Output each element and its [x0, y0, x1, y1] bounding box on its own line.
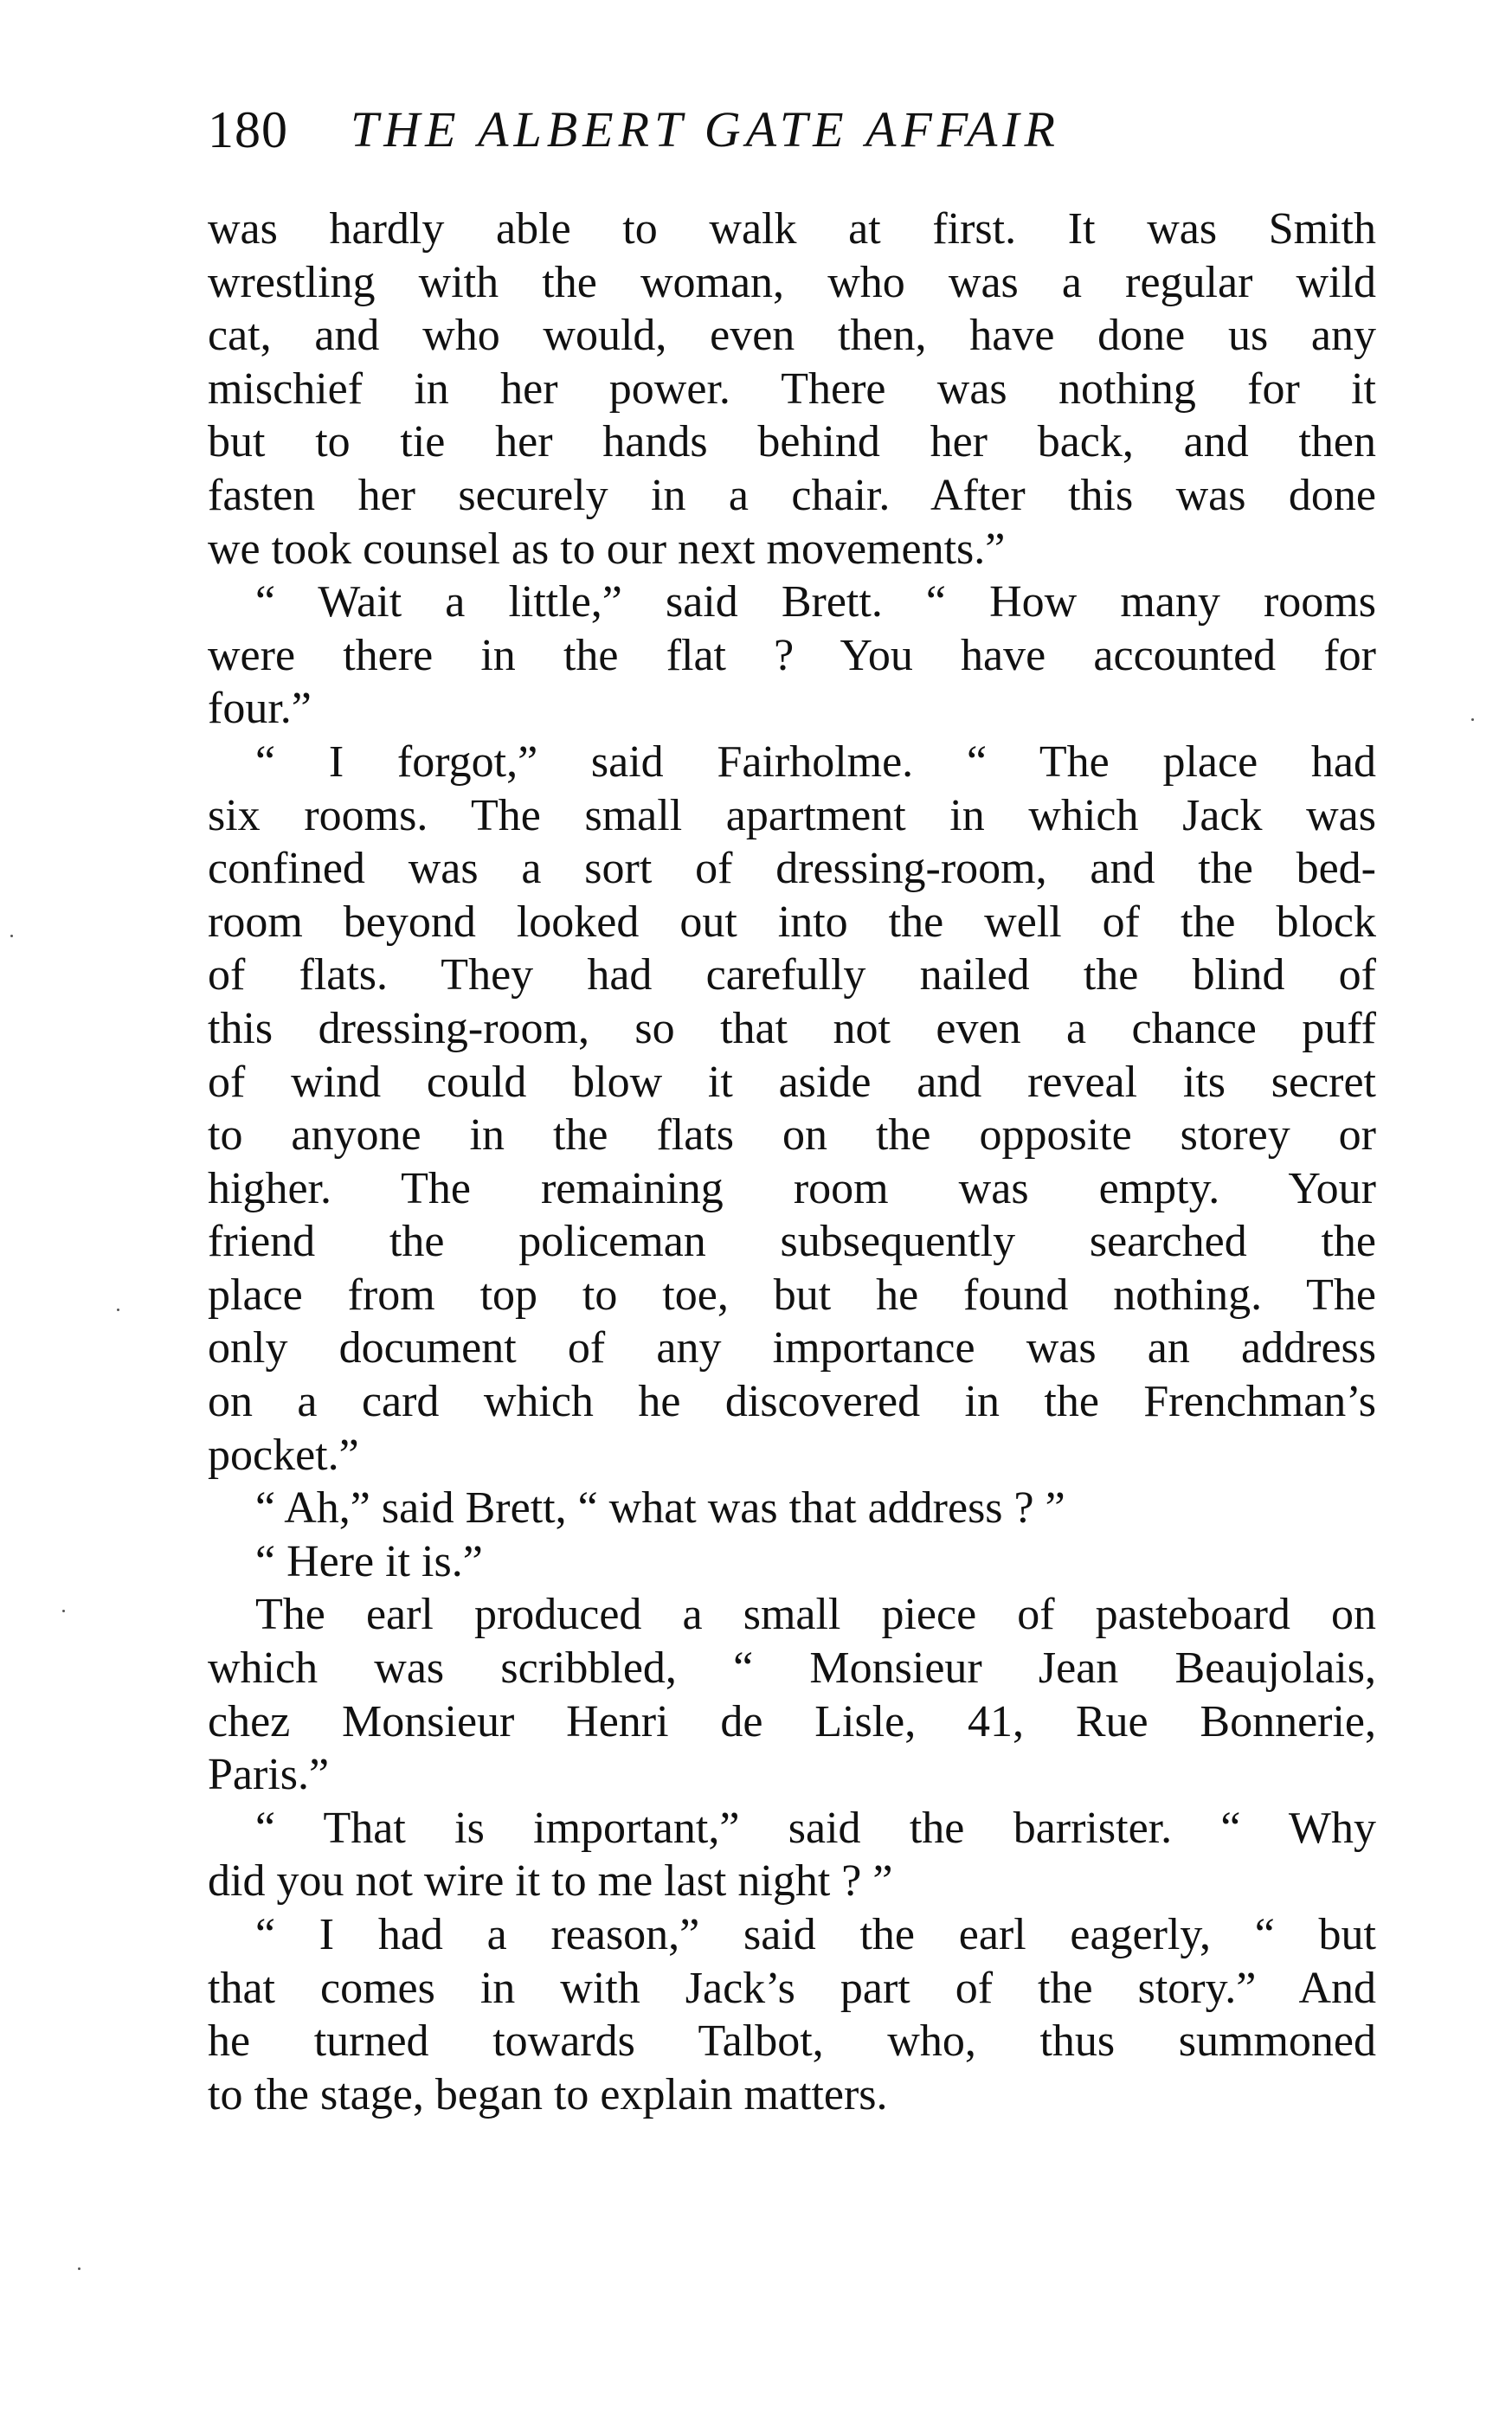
paragraph-line: six rooms. The small apartment in which Jack was: [208, 790, 1376, 840]
paragraph-line: was hardly able to walk at first. It was Smith: [208, 204, 1376, 254]
paragraph-line: “ Wait a little,” said Brett. “ How many rooms: [255, 577, 1376, 627]
paragraph-line: of wind could blow it aside and reveal its secret: [208, 1057, 1376, 1107]
paragraph-line: we took counsel as to our next movements.”: [208, 524, 1006, 574]
paragraph-line: to the stage, began to explain matters.: [208, 2069, 888, 2119]
paragraph-line: chez Monsieur Henri de Lisle, 41, Rue Bonnerie,: [208, 1696, 1376, 1746]
paragraph-line: four.”: [208, 684, 312, 734]
paragraph-line: on a card which he discovered in the Frenchman’s: [208, 1377, 1376, 1427]
paragraph-line: mischief in her power. There was nothing for it: [208, 363, 1376, 414]
paragraph-line: wrestling with the woman, who was a regular wild: [208, 257, 1376, 307]
scan-speck: [10, 935, 13, 937]
paragraph-line: he turned towards Talbot, who, thus summoned: [208, 2016, 1376, 2067]
scan-speck: [62, 1610, 65, 1612]
body-text: [208, 203, 1376, 2121]
running-title: THE ALBERT GATE AFFAIR: [351, 101, 1060, 158]
paragraph-line: but to tie her hands behind her back, and then: [208, 417, 1376, 467]
paragraph-line: that comes in with Jack’s part of the story.” And: [208, 1963, 1376, 2013]
paragraph-line: cat, and who would, even then, have done us any: [208, 311, 1376, 361]
paragraph-line: pocket.”: [208, 1430, 359, 1480]
scan-speck: [78, 2267, 80, 2270]
paragraph-line: this dressing-room, so that not even a chance puff: [208, 1003, 1376, 1053]
paragraph-line: higher. The remaining room was empty. Your: [208, 1163, 1376, 1213]
paragraph-line: did you not wire it to me last night ? ”: [208, 1856, 893, 1907]
paragraph-line: only document of any importance was an address: [208, 1323, 1376, 1373]
paragraph-line: friend the policeman subsequently searched the: [208, 1217, 1376, 1267]
paragraph-line: confined was a sort of dressing-room, and the bed-: [208, 844, 1376, 894]
page-header: [208, 95, 1376, 164]
paragraph-line: room beyond looked out into the well of the block: [208, 897, 1376, 947]
paragraph-line: “ I forgot,” said Fairholme. “ The place had: [255, 736, 1376, 787]
paragraph-line: fasten her securely in a chair. After this was done: [208, 470, 1376, 520]
paragraph-line: “ Here it is.”: [255, 1536, 483, 1586]
paragraph-line: were there in the flat ? You have accounted for: [208, 630, 1376, 680]
paragraph-line: to anyone in the flats on the opposite storey or: [208, 1110, 1376, 1161]
paragraph-line: “ Ah,” said Brett, “ what was that address ? ”: [255, 1483, 1065, 1534]
scan-speck: [1471, 718, 1474, 721]
paragraph-line: “ That is important,” said the barrister. “ Why: [255, 1803, 1376, 1853]
paragraph-line: Paris.”: [208, 1750, 330, 1800]
paragraph-line: which was scribbled, “ Monsieur Jean Beaujolais,: [208, 1643, 1376, 1694]
scan-speck: [117, 1309, 119, 1311]
paragraph-line: place from top to toe, but he found nothing. The: [208, 1270, 1376, 1320]
paragraph-line: The earl produced a small piece of pasteboard on: [255, 1590, 1376, 1640]
paragraph-line: “ I had a reason,” said the earl eagerly, “ but: [255, 1910, 1376, 1959]
paragraph-line: of flats. They had carefully nailed the blind of: [208, 950, 1376, 1000]
page-number: 180: [208, 101, 288, 158]
